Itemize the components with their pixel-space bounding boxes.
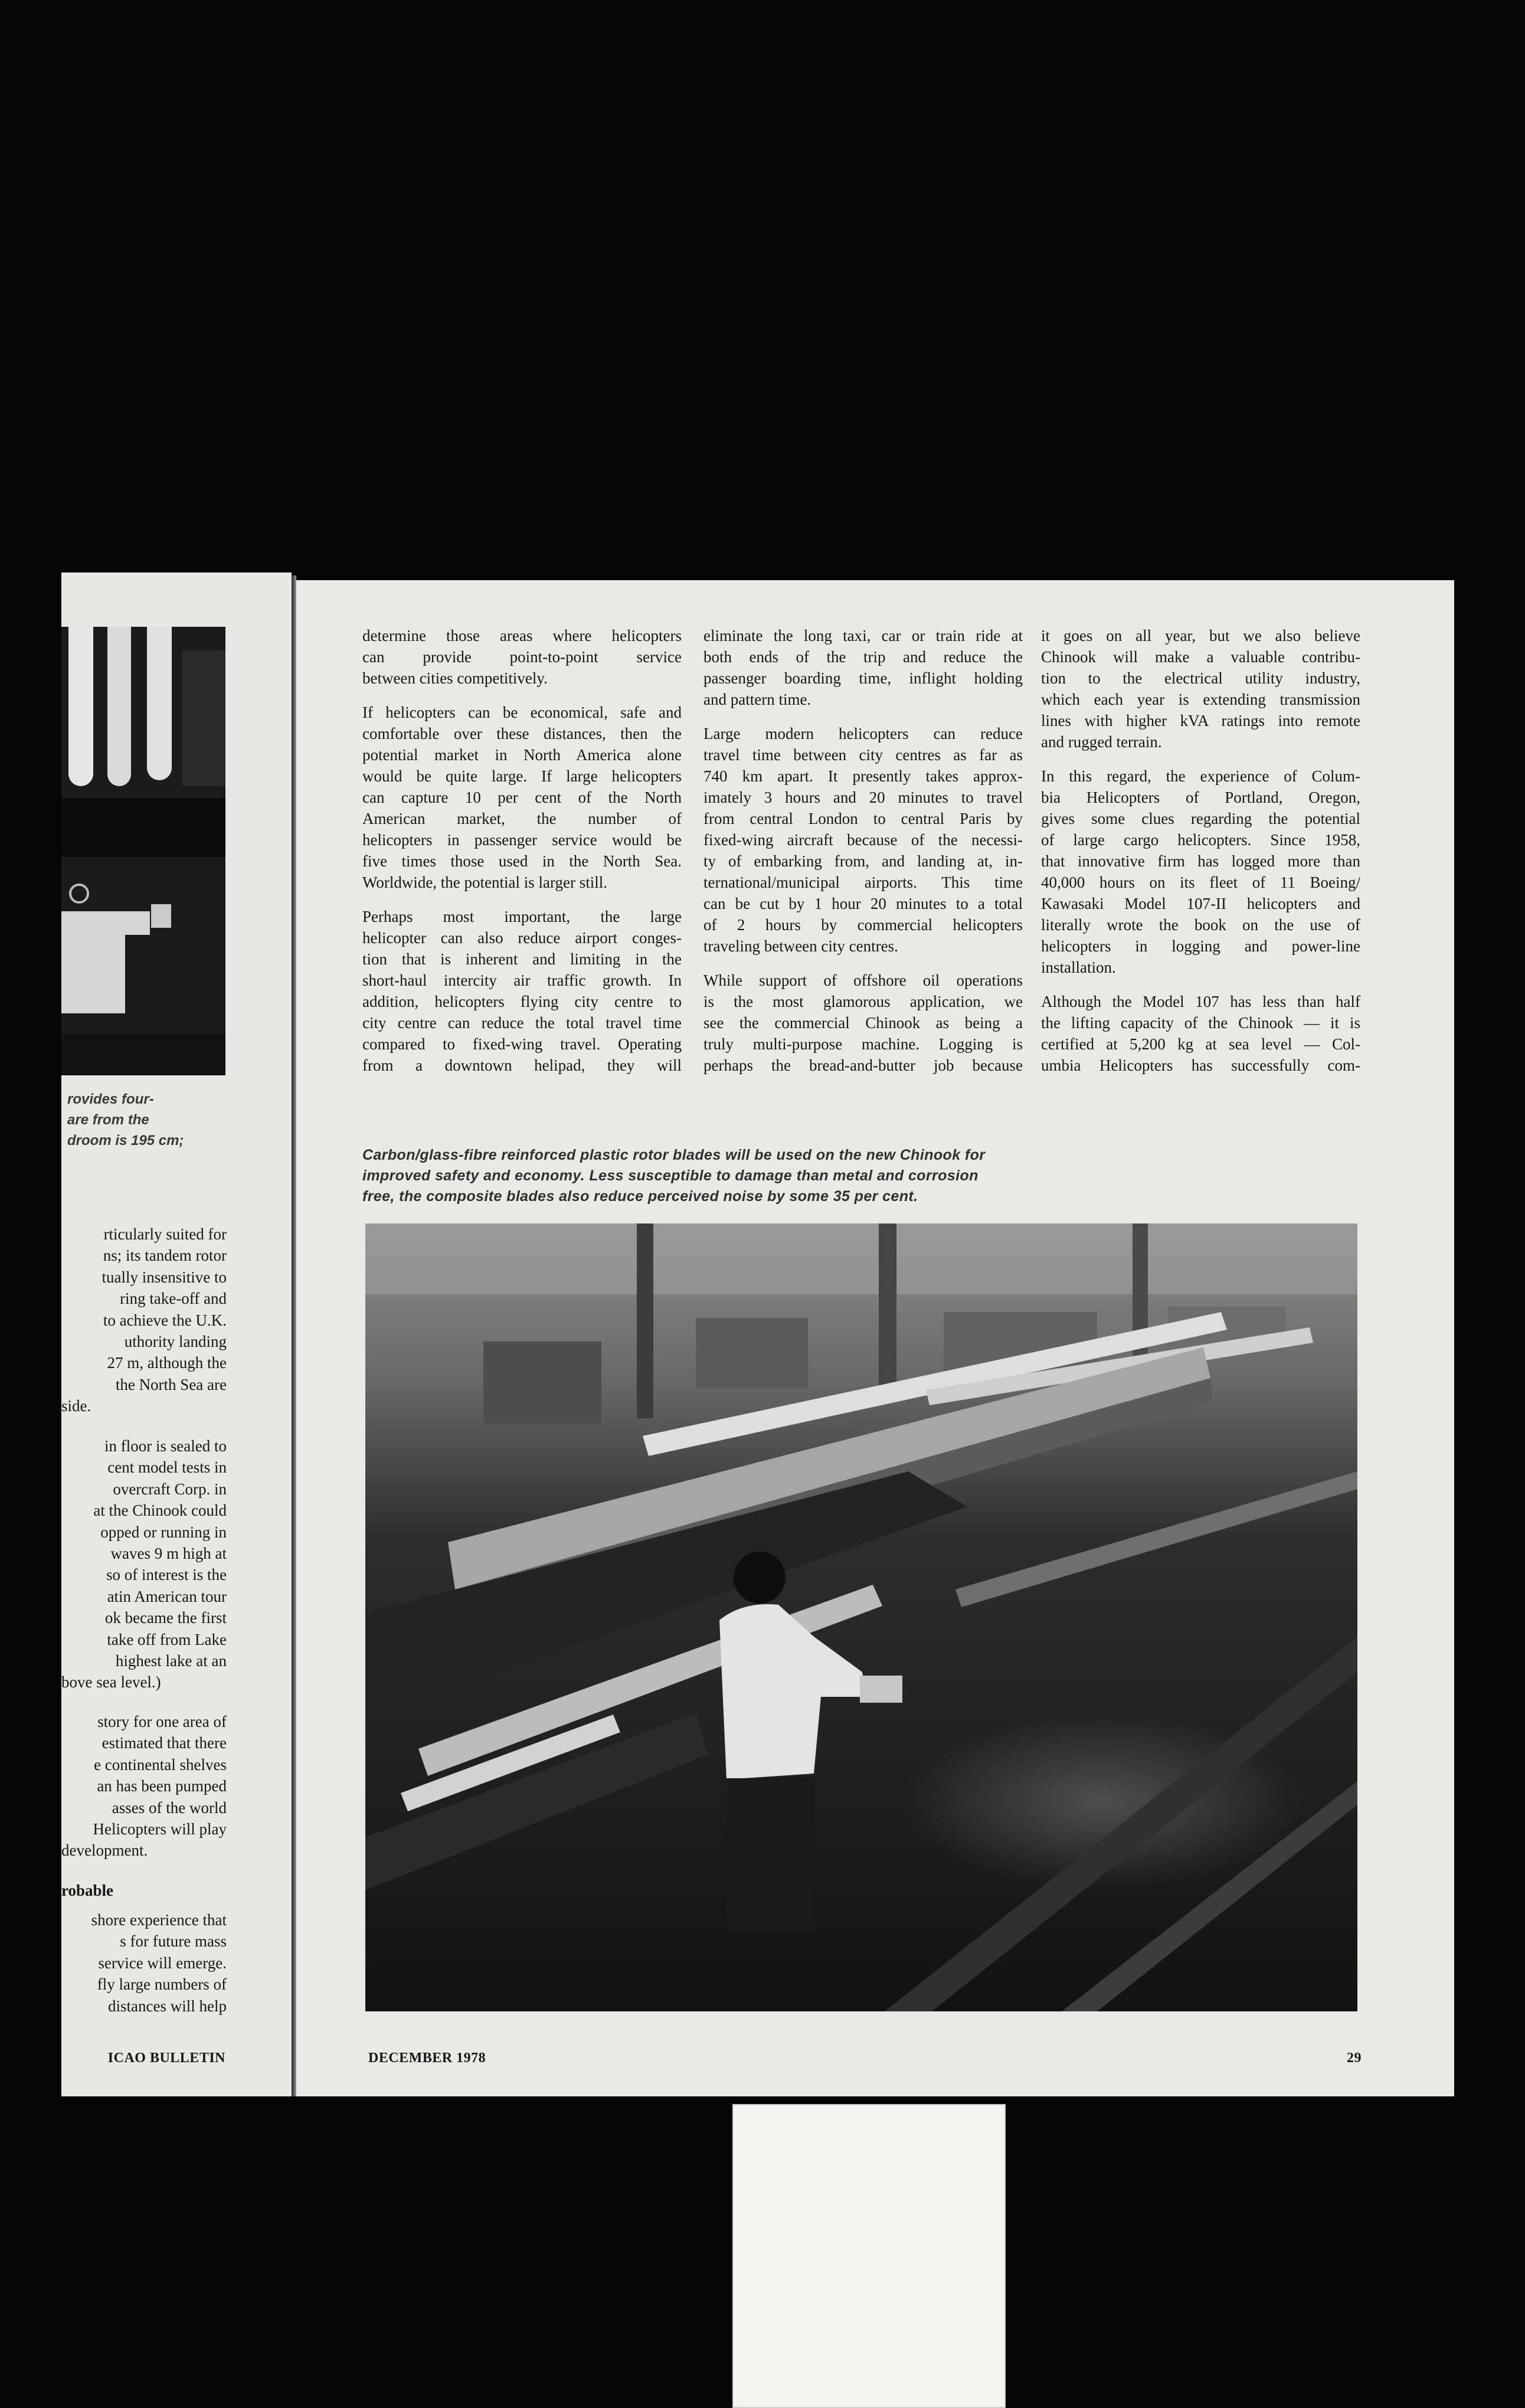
section-heading-fragment: robable (61, 1882, 114, 1899)
photo-caption (362, 1145, 1130, 1207)
text-line: American market, the number of (362, 810, 682, 827)
text-line: cent model tests in (107, 1458, 227, 1477)
text-line: the lifting capacity of the Chinook — it is (1041, 1014, 1360, 1032)
text-line: highest lake at an (115, 1651, 227, 1670)
text-line: Although the Model 107 has less than half (1041, 993, 1360, 1010)
text-line: see the commercial Chinook as being a (703, 1014, 1023, 1032)
text-line: helicopters in passenger service would be (362, 831, 682, 849)
caption-line: free, the composite blades also reduce perceived noise by some 35 per cent. (362, 1188, 918, 1205)
publication-name: ICAO BULLETIN (107, 2050, 225, 2066)
text-line: compared to fixed-wing travel. Operating (362, 1035, 682, 1053)
text-line: so of interest is the (106, 1566, 227, 1584)
text-line: eliminate the long taxi, car or train ride at (703, 627, 1023, 644)
text-line: city centre can reduce the total travel time (362, 1014, 682, 1032)
issue-date: DECEMBER 1978 (368, 2050, 486, 2066)
factory-pillar (637, 1223, 653, 1418)
text-line: umbia Helicopters has successfully com- (1041, 1056, 1360, 1074)
caption-line: rovides four- (67, 1091, 154, 1107)
text-line: is the most glamorous application, we (703, 993, 1023, 1010)
text-line: potential market in North America alone (362, 746, 682, 764)
left-photo-caption (61, 1089, 227, 1151)
text-line: 27 m, although the (107, 1354, 227, 1372)
cabin-window-arch (107, 627, 131, 786)
text-line: at the Chinook could (93, 1501, 227, 1520)
text-line: tion to the electrical utility industry, (1041, 669, 1360, 687)
text-line: it goes on all year, but we also believe (1041, 627, 1360, 644)
text-line: an has been pumped (97, 1777, 227, 1795)
text-line: shore experience that (91, 1911, 227, 1929)
text-line: imately 3 hours and 20 minutes to travel (703, 789, 1023, 806)
text-line: development. (61, 1841, 148, 1860)
text-line: comfortable over these distances, then the (362, 725, 682, 742)
text-line: estimated that there (102, 1734, 227, 1752)
article-column-2 (703, 625, 1023, 1076)
text-line: perhaps the bread-and-butter job because (703, 1056, 1023, 1074)
text-line: lines with higher kVA ratings into remote (1041, 712, 1360, 729)
text-line: tion that is inherent and limiting in the (362, 950, 682, 968)
text-line: gives some clues regarding the potential (1041, 810, 1360, 827)
text-line: from a downtown helipad, they will (362, 1056, 682, 1074)
text-line: which each year is extending transmission (1041, 691, 1360, 708)
paragraph (1041, 765, 1360, 978)
cabin-window-arch (68, 627, 93, 786)
left-paragraph (61, 1909, 227, 2017)
cabin-window-arch (147, 627, 172, 780)
blank-paper-slip (732, 2104, 1006, 2408)
rotor-blade-factory-photo (365, 1223, 1357, 2011)
text-line: Perhaps most important, the large (362, 908, 682, 925)
text-line: In this regard, the experience of Colum- (1041, 767, 1360, 785)
text-line: to achieve the U.K. (103, 1311, 227, 1329)
text-line: tually insensitive to (102, 1268, 227, 1286)
article-column-3 (1041, 625, 1360, 1076)
text-line: the North Sea are (115, 1375, 227, 1393)
text-line: of 2 hours by commercial helicopters (703, 916, 1023, 934)
text-line: ok became the first (104, 1609, 227, 1627)
text-line: and rugged terrain. (1041, 733, 1162, 751)
text-line: Helicopters will play (93, 1820, 227, 1838)
paragraph (1041, 991, 1360, 1076)
text-line: Kawasaki Model 107-II helicopters and (1041, 895, 1360, 912)
technician-head (734, 1552, 786, 1604)
text-line: certified at 5,200 kg at sea level — Col- (1041, 1035, 1360, 1053)
text-line: Large modern helicopters can reduce (703, 725, 1023, 742)
technician-legs-shadow (726, 1778, 815, 1932)
text-line: story for one area of (97, 1713, 227, 1730)
cabin-fitting (151, 904, 171, 928)
text-line: installation. (1041, 958, 1116, 976)
text-line: ring take-off and (120, 1290, 227, 1308)
paragraph (362, 625, 682, 689)
text-line: e continental shelves (94, 1755, 227, 1774)
workshop-cabinet (696, 1318, 808, 1389)
text-line: Worldwide, the potential is larger still. (362, 873, 607, 891)
text-line: rticularly suited for (103, 1225, 227, 1243)
text-line: If helicopters can be economical, safe and (362, 704, 682, 721)
text-line: traveling between city centres. (703, 937, 898, 955)
text-line: opped or running in (100, 1523, 227, 1541)
factory-ceiling (365, 1223, 1357, 1294)
caption-line: droom is 195 cm; (67, 1133, 184, 1149)
text-line: While support of offshore oil operations (703, 971, 1023, 989)
text-line: bia Helicopters of Portland, Oregon, (1041, 789, 1360, 806)
text-line: waves 9 m high at (110, 1544, 227, 1562)
text-line: take off from Lake (107, 1630, 227, 1648)
text-line: can be cut by 1 hour 20 minutes to a total (703, 895, 1023, 912)
page-number: 29 (1347, 2050, 1362, 2066)
caption-line: Carbon/glass-fibre reinforced plastic rotor blades will be used on the new Chinook for (362, 1147, 986, 1163)
cabin-floor (61, 1034, 225, 1075)
text-line: can capture 10 per cent of the North (362, 789, 682, 806)
text-line: would be quite large. If large helicopters (362, 767, 682, 785)
paragraph (362, 906, 682, 1076)
text-line: can provide point-to-point service (362, 648, 682, 666)
paragraph (703, 970, 1023, 1076)
text-line: helicopter can also reduce airport conges- (362, 929, 682, 947)
text-line: determine those areas where helicopters (362, 627, 682, 644)
cabin-wall (182, 650, 225, 786)
text-line: bove sea level.) (61, 1673, 161, 1692)
text-line: passenger boarding time, inflight holding (703, 669, 1023, 687)
text-line: fixed-wing aircraft because of the necessi- (703, 831, 1023, 849)
cabin-shadow-band (61, 798, 225, 857)
paragraph (1041, 625, 1360, 752)
text-line: ns; its tandem rotor (103, 1246, 227, 1265)
page-gutter (292, 575, 296, 2096)
text-line: truly multi-purpose machine. Logging is (703, 1035, 1023, 1053)
left-paragraph (61, 1223, 227, 1417)
text-line: between cities competitively. (362, 669, 548, 687)
article-column-1 (362, 625, 682, 1076)
text-line: five times those used in the North Sea. (362, 852, 682, 870)
text-line: of large cargo helicopters. Since 1958, (1041, 831, 1360, 849)
text-line: travel time between city centres as far as (703, 746, 1023, 764)
text-line: addition, helicopters flying city centre to (362, 993, 682, 1010)
workshop-cabinet (483, 1342, 601, 1424)
text-line: 40,000 hours on its fleet of 11 Boeing/ (1041, 873, 1360, 891)
text-line: s for future mass (120, 1932, 227, 1951)
text-line: service will emerge. (98, 1954, 227, 1972)
paragraph (703, 723, 1023, 957)
workpiece (860, 1676, 902, 1703)
text-line: Chinook will make a valuable contribu- (1041, 648, 1360, 666)
text-line: uthority landing (124, 1332, 227, 1350)
caption-line: are from the (67, 1112, 149, 1128)
caption-line: improved safety and economy. Less susceptible to damage than metal and corrosion (362, 1167, 979, 1184)
paragraph (703, 625, 1023, 710)
left-paragraph (61, 1711, 227, 1861)
text-line: overcraft Corp. in (113, 1480, 227, 1498)
text-line: both ends of the trip and reduce the (703, 648, 1023, 666)
text-line: short-haul intercity air traffic growth. In (362, 971, 682, 989)
left-paragraph (61, 1435, 227, 1693)
text-line: helicopters in logging and power-line (1041, 937, 1360, 955)
text-line: in floor is sealed to (104, 1437, 227, 1455)
paragraph (362, 702, 682, 893)
factory-pillar (879, 1223, 896, 1401)
text-line: that innovative firm has logged more than (1041, 852, 1360, 870)
text-line: and pattern time. (703, 691, 811, 708)
text-line: ty of embarking from, and landing at, in- (703, 852, 1023, 870)
cabin-interior-photo (61, 627, 225, 1075)
text-line: ternational/municipal airports. This time (703, 873, 1023, 891)
text-line: side. (61, 1397, 91, 1415)
text-line: from central London to central Paris by (703, 810, 1023, 827)
text-line: asses of the world (112, 1798, 227, 1817)
text-line: fly large numbers of (97, 1975, 227, 1994)
text-line: 740 km apart. It presently takes approx- (703, 767, 1023, 785)
text-line: distances will help (108, 1997, 227, 2015)
text-line: literally wrote the book on the use of (1041, 916, 1360, 934)
text-line: atin American tour (107, 1587, 227, 1605)
